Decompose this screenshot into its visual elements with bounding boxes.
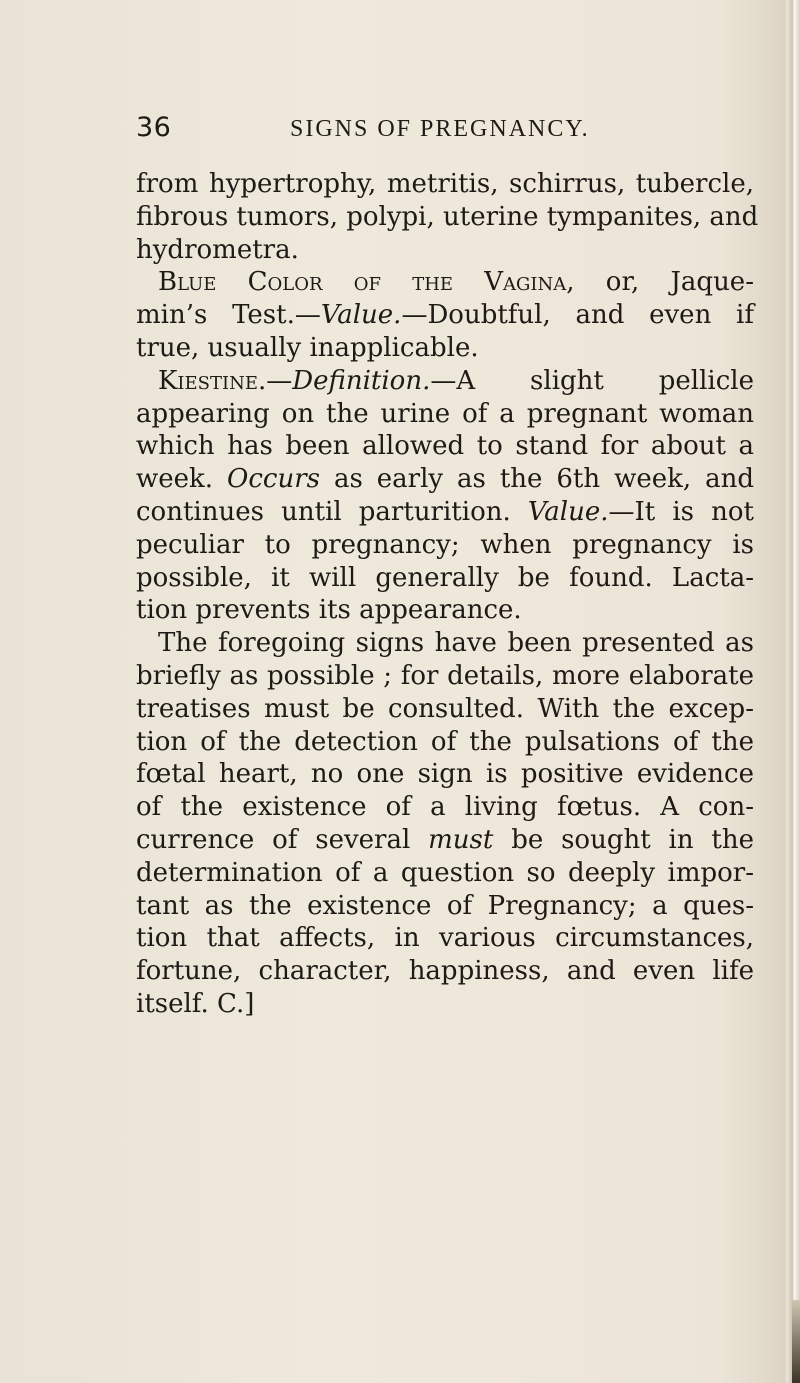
text-line [136, 857, 754, 890]
text-line [136, 332, 754, 365]
text-run: tion of the detection of the pulsations of the [136, 726, 754, 757]
text-run: briefly as possible ; for details, more elaborate [136, 660, 754, 691]
italic-text: Occurs [227, 464, 320, 495]
text-line [136, 791, 754, 824]
text-run: —Doubtful, and even if [401, 300, 754, 331]
text-run: tion prevents its appearance. [136, 595, 522, 626]
text-line [136, 430, 754, 463]
text-line [136, 529, 754, 562]
text-run: possible, it will generally be found. Lacta- [136, 562, 754, 593]
text-run: —It is not [608, 496, 754, 527]
text-run: of the existence of a living fœtus. A con- [136, 792, 754, 823]
text-run: fortune, character, happiness, and even life [136, 956, 754, 987]
page-number: 36 [136, 112, 172, 143]
text-run: hydrometra. [136, 234, 299, 265]
text-line [136, 266, 754, 299]
running-head: SIGNS OF PREGNANCY. [290, 116, 590, 142]
text-run: continues until parturition. [136, 496, 528, 527]
text-line [136, 594, 754, 627]
text-line [136, 168, 754, 201]
italic-text: Definition. [292, 365, 431, 396]
text-line [136, 562, 754, 595]
text-line [136, 234, 754, 267]
text-run: currence of several [136, 824, 429, 855]
text-line [136, 726, 754, 759]
text-line [136, 890, 754, 923]
text-run: or, Jaque- [574, 267, 754, 298]
text-run: determination of a question so deeply impor- [136, 857, 754, 888]
small-caps-heading: Kiestine. [158, 365, 267, 396]
text-line [136, 758, 754, 791]
text-run: treatises must be consulted. With the excep- [136, 693, 754, 724]
text-run: — [266, 365, 293, 396]
body-text [136, 168, 759, 1021]
text-run: —A slight pellicle [430, 365, 754, 396]
text-line [136, 988, 754, 1021]
italic-text: Value. [527, 496, 609, 527]
text-run: true, usually inapplicable. [136, 332, 479, 363]
text-line [136, 365, 754, 398]
text-line [136, 299, 754, 332]
text-run: from hypertrophy, metritis, schirrus, tubercle, [136, 169, 754, 199]
text-line [136, 496, 754, 529]
text-line [136, 463, 754, 496]
text-line [136, 955, 754, 988]
text-line [136, 922, 754, 955]
italic-text: must [428, 824, 494, 855]
text-run: fibrous tumors, polypi, uterine tympanites, and [136, 201, 759, 232]
text-run: week. [136, 464, 228, 495]
text-run: be sought in the [493, 824, 754, 855]
text-run: min’s Test.— [136, 300, 321, 331]
text-run: peculiar to pregnancy; when pregnancy is [136, 529, 754, 560]
small-caps-heading: Blue Color of the Vagina, [158, 267, 575, 298]
text-line [136, 693, 754, 726]
text-run: itself. C.] [136, 988, 255, 1019]
text-run: fœtal heart, no one sign is positive evidence [136, 759, 754, 790]
italic-text: Value. [320, 300, 402, 331]
page-edge [786, 0, 800, 1383]
text-run: tant as the existence of Pregnancy; a ques- [136, 890, 754, 921]
text-line [136, 660, 754, 693]
text-line [136, 398, 754, 431]
text-run: tion that affects, in various circumstances, [136, 923, 754, 954]
text-run: as early as the 6th week, and [319, 464, 754, 495]
text-line [136, 824, 754, 857]
text-run: appearing on the urine of a pregnant woman [136, 398, 754, 429]
text-line [136, 627, 754, 660]
text-line [136, 201, 759, 234]
page-edge-shadow [792, 1300, 800, 1383]
text-run: which has been allowed to stand for about a [136, 431, 754, 462]
page-header [136, 112, 756, 152]
text-run: The foregoing signs have been presented as [158, 628, 754, 659]
